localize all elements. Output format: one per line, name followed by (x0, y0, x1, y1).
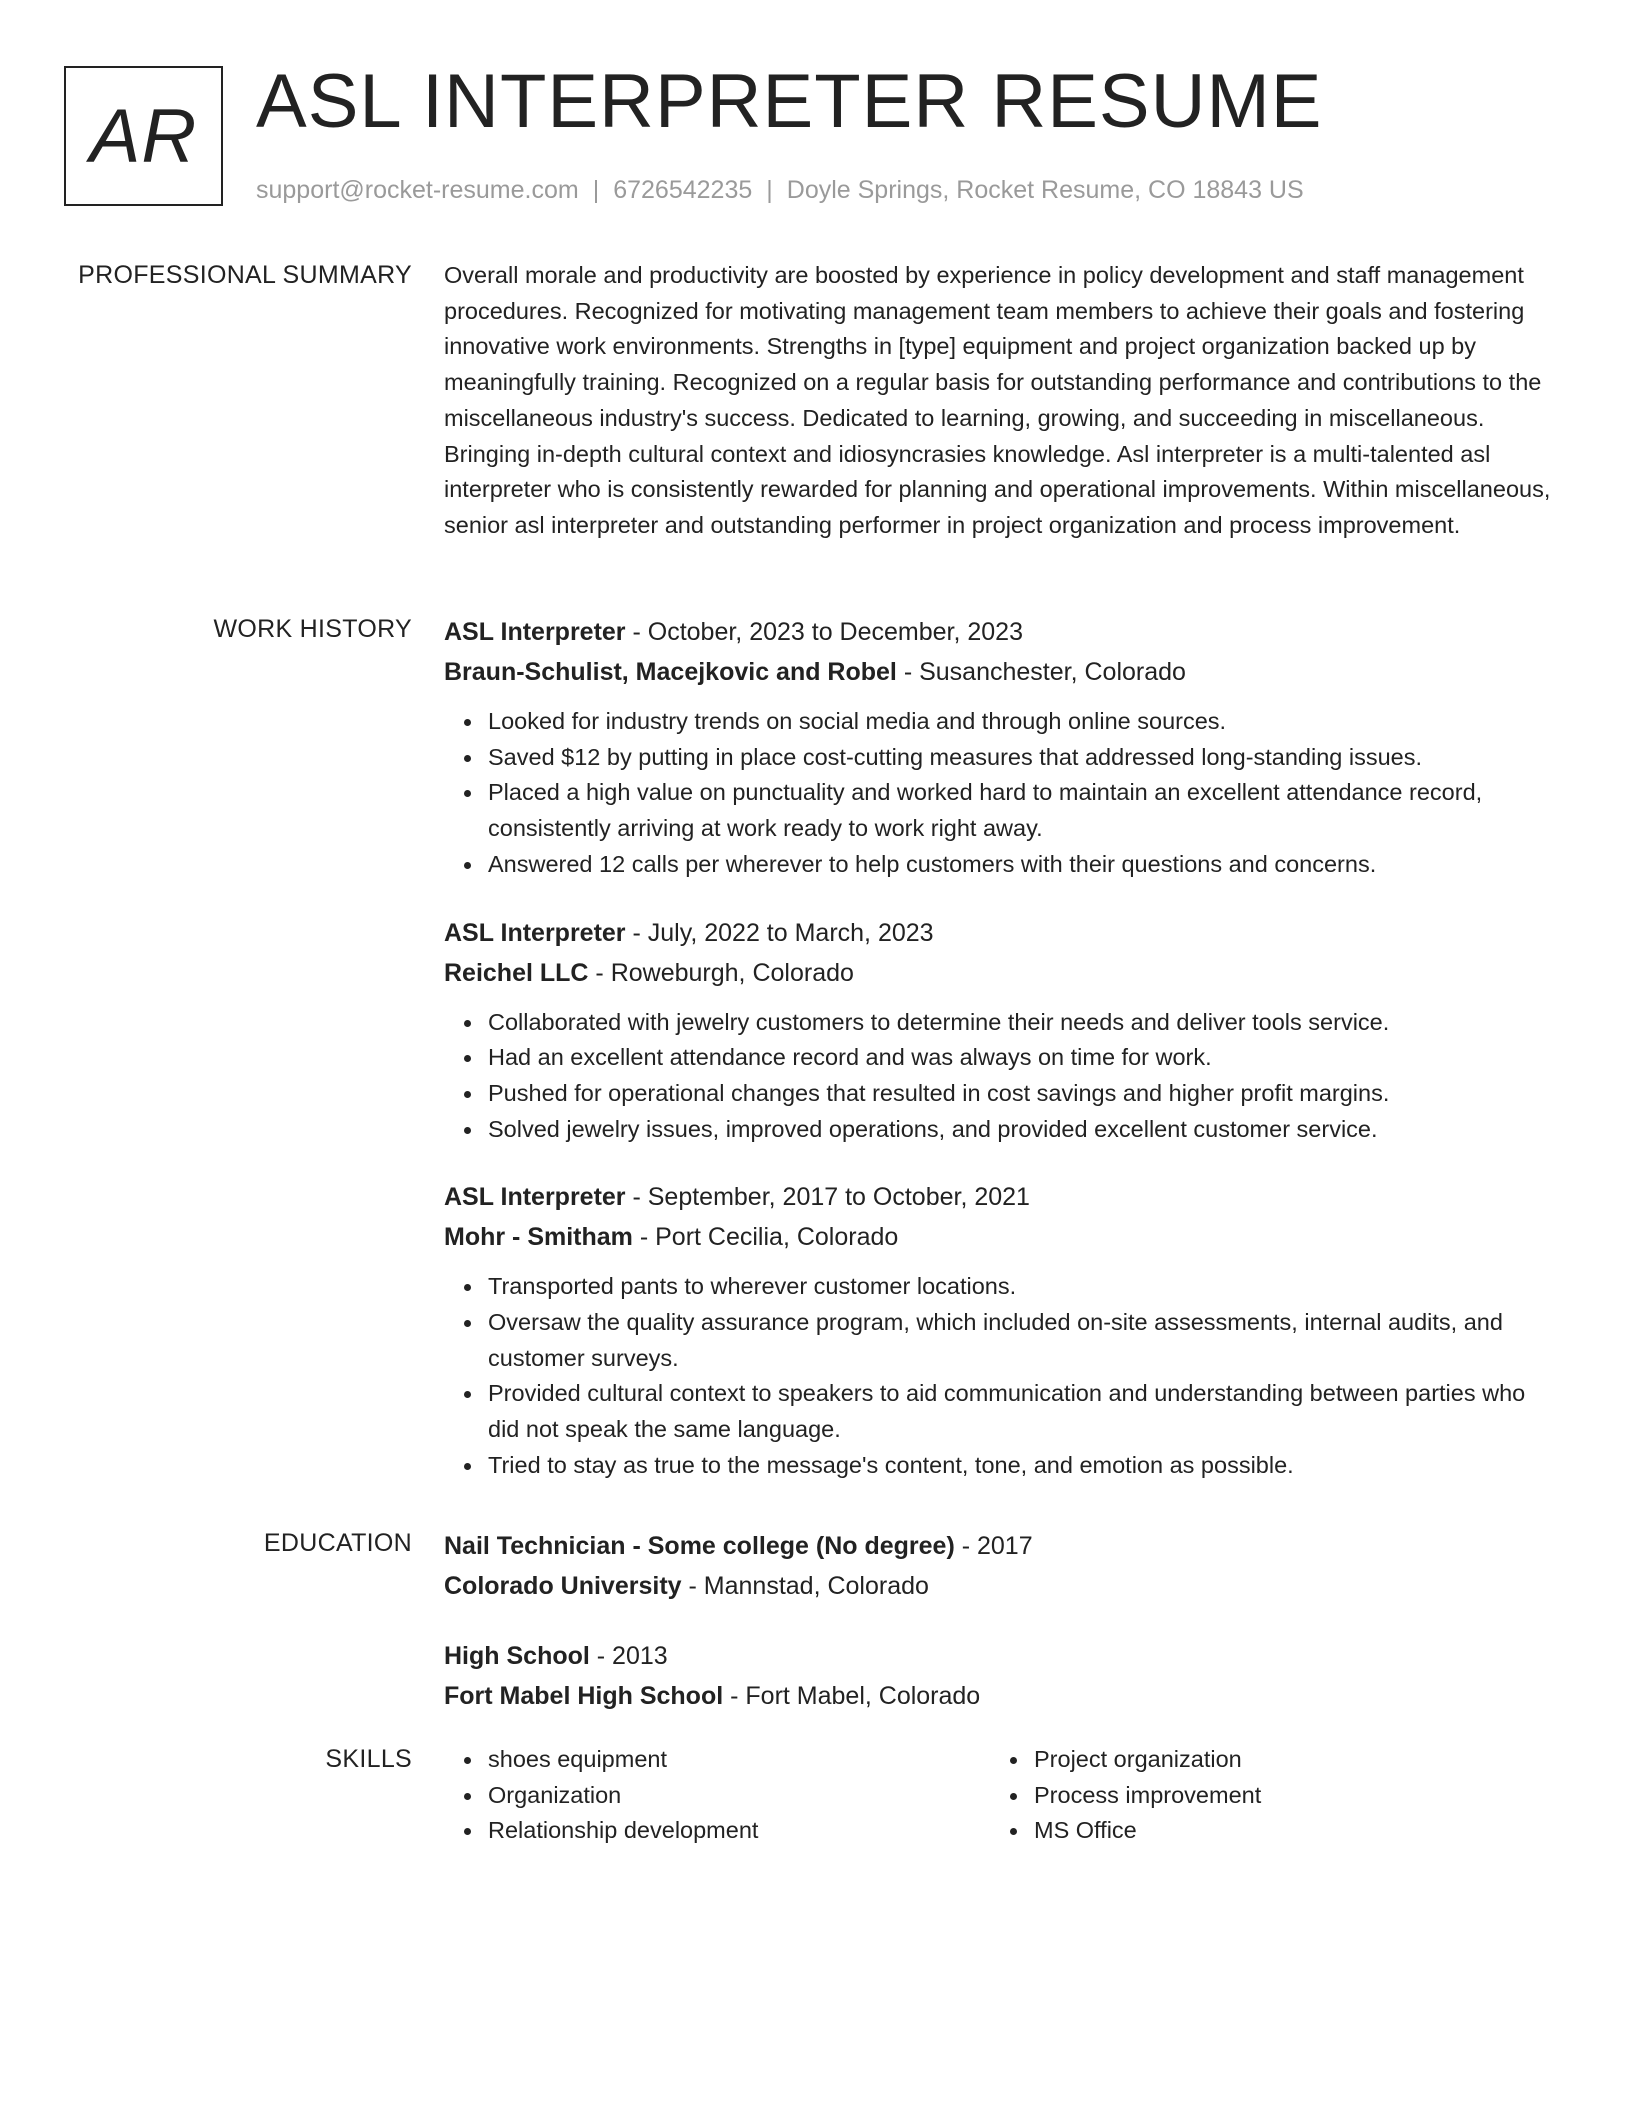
education-degree: High School (444, 1642, 590, 1670)
education-degree: Nail Technician - Some college (No degree) (444, 1532, 955, 1560)
job-dates: - October, 2023 to December, 2023 (625, 618, 1023, 646)
contact-email[interactable]: support@rocket-resume.com (256, 176, 579, 204)
job-bullet: Collaborated with jewelry customers to determine their needs and deliver tools service. (488, 1005, 1560, 1041)
skill-item: shoes equipment (488, 1742, 990, 1778)
job-location: - Susanchester, Colorado (896, 658, 1186, 686)
job-company-line (444, 953, 1560, 993)
job-company: Braun-Schulist, Macejkovic and Robel (444, 658, 897, 686)
job-company-line (444, 652, 1560, 692)
education-school-line (444, 1676, 1560, 1716)
skill-item: Process improvement (1034, 1778, 1536, 1814)
skills-columns (444, 1742, 1560, 1849)
skill-item: Project organization (1034, 1742, 1536, 1778)
contact-line (256, 173, 1304, 207)
work-history-heading: WORK HISTORY (213, 615, 412, 643)
job-bullets (444, 1269, 1560, 1483)
education-entry (444, 1636, 1560, 1716)
work-history-body (444, 612, 1560, 1484)
education-entry (444, 1526, 1560, 1606)
job-bullets (444, 1005, 1560, 1148)
job-location: - Roweburgh, Colorado (588, 958, 854, 987)
education-year: - 2017 (954, 1532, 1033, 1560)
contact-separator: | (592, 176, 600, 204)
education-school: Colorado University (444, 1572, 682, 1600)
skill-item: MS Office (1034, 1813, 1536, 1849)
skills-body (444, 1742, 1560, 1849)
resume-title: ASL INTERPRETER RESUME (256, 59, 1323, 144)
job-bullet: Answered 12 calls per wherever to help customers with their questions and concerns. (488, 847, 1560, 883)
job-bullets (444, 704, 1560, 883)
job-title-line (444, 1177, 1560, 1217)
job-bullet: Pushed for operational changes that resulted in cost savings and higher profit margins. (488, 1076, 1560, 1112)
job-bullet: Looked for industry trends on social media and through online sources. (488, 704, 1560, 740)
job-entry (444, 1177, 1560, 1483)
education-school-line (444, 1566, 1560, 1606)
education-location: - Mannstad, Colorado (681, 1572, 929, 1600)
summary-heading: PROFESSIONAL SUMMARY (78, 261, 412, 289)
skills-list (990, 1742, 1536, 1849)
education-degree-line (444, 1636, 1560, 1676)
job-bullet: Solved jewelry issues, improved operations, and provided excellent customer service. (488, 1112, 1560, 1148)
job-bullet: Transported pants to wherever customer locations. (488, 1269, 1560, 1305)
job-dates: - September, 2017 to October, 2021 (625, 1183, 1030, 1212)
contact-address: Doyle Springs, Rocket Resume, CO 18843 US (786, 176, 1304, 204)
job-dates: - July, 2022 to March, 2023 (625, 918, 934, 947)
job-entry (444, 612, 1560, 883)
education-degree-line (444, 1526, 1560, 1566)
job-company: Mohr - Smitham (444, 1223, 633, 1252)
summary-text: Overall morale and productivity are boosted by experience in policy development and staff management procedures. Recognized for motivating management team members to achieve their goals and fostering innovative work environments. Strengths in [type] equipment and project organization backed up by meaningfully training. Recognized on a regular basis for outstanding performance and contributions to the miscellaneous industry's success. Dedicated to learning, growing, and succeeding in miscellaneous. Bringing in-depth cultural context and idiosyncrasies knowledge. Asl interpreter is a multi-talented asl interpreter who is consistently rewarded for planning and operational improvements. Within miscellaneous, senior asl interpreter and outstanding performer in project organization and process improvement. (444, 262, 1551, 538)
job-title: ASL Interpreter (444, 1183, 626, 1212)
contact-separator: | (766, 176, 773, 204)
skills-list (444, 1742, 990, 1849)
job-bullet: Placed a high value on punctuality and worked hard to maintain an excellent attendance record, consistently arriving at work ready to work right away. (488, 775, 1560, 846)
job-title: ASL Interpreter (444, 618, 626, 646)
education-heading: EDUCATION (263, 1529, 412, 1557)
job-location: - Port Cecilia, Colorado (632, 1223, 899, 1252)
job-entry (444, 913, 1560, 1148)
job-company: Reichel LLC (444, 958, 589, 987)
skills-column-left (444, 1742, 990, 1849)
job-company-line (444, 1217, 1560, 1257)
summary-body (444, 258, 1560, 544)
skill-item: Organization (488, 1778, 990, 1814)
job-bullet: Tried to stay as true to the message's content, tone, and emotion as possible. (488, 1448, 1560, 1484)
monogram-logo (64, 66, 223, 206)
job-bullet: Provided cultural context to speakers to aid communication and understanding between parties who did not speak the same language. (488, 1376, 1560, 1447)
education-year: - 2013 (589, 1642, 668, 1670)
job-bullet: Saved $12 by putting in place cost-cutting measures that addressed long-standing issues. (488, 740, 1560, 776)
monogram-initials: AR (89, 93, 198, 179)
education-school: Fort Mabel High School (444, 1682, 724, 1710)
skill-item: Relationship development (488, 1813, 990, 1849)
contact-phone[interactable]: 6726542235 (613, 176, 753, 204)
job-title-line (444, 612, 1560, 652)
job-bullet: Oversaw the quality assurance program, which included on-site assessments, internal audits, and customer surveys. (488, 1305, 1560, 1376)
skills-column-right (990, 1742, 1536, 1849)
job-title: ASL Interpreter (444, 918, 626, 947)
education-location: - Fort Mabel, Colorado (723, 1682, 981, 1710)
job-title-line (444, 913, 1560, 953)
skills-heading: SKILLS (325, 1745, 412, 1773)
job-bullet: Had an excellent attendance record and was always on time for work. (488, 1040, 1560, 1076)
education-body (444, 1526, 1560, 1716)
